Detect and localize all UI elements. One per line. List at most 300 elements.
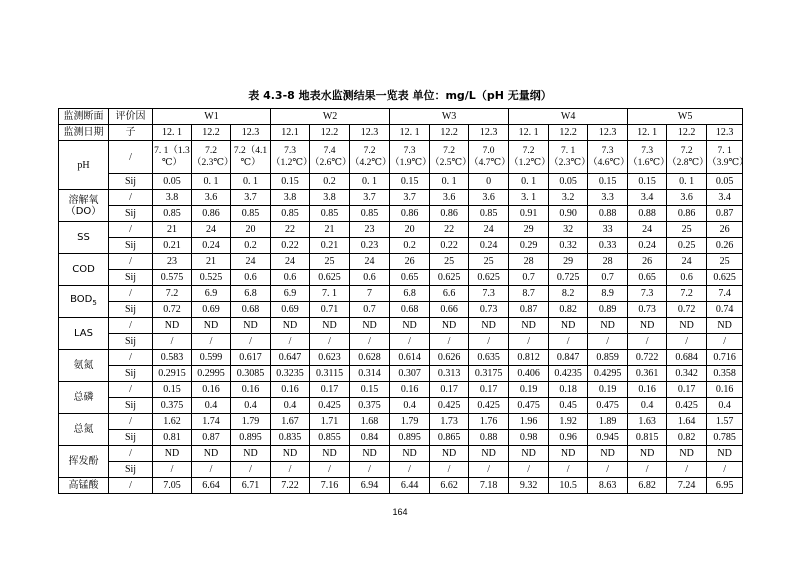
sij-cell: 0.84 bbox=[350, 430, 390, 446]
sij-cell: 0.86 bbox=[667, 206, 707, 222]
value-cell: 6.8 bbox=[231, 286, 271, 302]
value-cell: 6.64 bbox=[192, 478, 231, 494]
value-cell: 0.16 bbox=[390, 382, 430, 398]
sij-cell: 0.425 bbox=[430, 398, 469, 414]
value-cell: ND bbox=[667, 446, 707, 462]
sij-cell: 0.307 bbox=[390, 366, 430, 382]
sij-cell: 0.72 bbox=[153, 302, 192, 318]
value-cell: 26 bbox=[390, 254, 430, 270]
ph-temperature: （2.8℃） bbox=[667, 158, 709, 168]
value-cell: 0.716 bbox=[707, 350, 743, 366]
ph-value: 7.3 bbox=[601, 146, 614, 156]
date-cell: 12.2 bbox=[192, 125, 231, 141]
value-cell: 20 bbox=[390, 222, 430, 238]
ph-temperature: （4.2℃） bbox=[350, 158, 392, 168]
sij-cell: 0.6 bbox=[231, 270, 271, 286]
value-cell: 10.5 bbox=[549, 478, 588, 494]
value-cell: 3.7 bbox=[390, 190, 430, 206]
value-cell: ND bbox=[310, 446, 350, 462]
value-cell: ND bbox=[667, 318, 707, 334]
value-cell: 7.3 bbox=[628, 286, 667, 302]
value-cell: 0.16 bbox=[628, 382, 667, 398]
sij-row-ph bbox=[59, 174, 743, 190]
sij-cell: 0.342 bbox=[667, 366, 707, 382]
ph-temperature: ℃） bbox=[240, 158, 261, 168]
ph-value-cell bbox=[588, 141, 628, 174]
value-cell: 8.2 bbox=[549, 286, 588, 302]
sij-cell: 0.475 bbox=[509, 398, 549, 414]
sij-cell: 0.24 bbox=[192, 238, 231, 254]
sij-cell: 0.625 bbox=[707, 270, 743, 286]
sij-cell: 0. 1 bbox=[509, 174, 549, 190]
value-cell: 0.859 bbox=[588, 350, 628, 366]
value-cell: 20 bbox=[231, 222, 271, 238]
value-cell: 0.17 bbox=[430, 382, 469, 398]
sij-label: Sij bbox=[109, 334, 153, 350]
sij-cell: 0.65 bbox=[628, 270, 667, 286]
value-cell: 24 bbox=[667, 254, 707, 270]
sij-row bbox=[59, 206, 743, 222]
value-cell: 0.614 bbox=[390, 350, 430, 366]
date-cell: 12.2 bbox=[430, 125, 469, 141]
sij-cell: / bbox=[628, 462, 667, 478]
sij-cell: 0.86 bbox=[430, 206, 469, 222]
data-row bbox=[59, 414, 743, 430]
data-row bbox=[59, 254, 743, 270]
value-cell: 6.94 bbox=[350, 478, 390, 494]
sij-cell: 0.71 bbox=[310, 302, 350, 318]
sij-row bbox=[59, 430, 743, 446]
date-cell: 12.2 bbox=[667, 125, 707, 141]
sij-cell: 0.425 bbox=[469, 398, 509, 414]
sij-label: Sij bbox=[109, 206, 153, 222]
value-cell: 6.62 bbox=[430, 478, 469, 494]
value-cell: 7.2 bbox=[667, 286, 707, 302]
sij-cell: 0.72 bbox=[667, 302, 707, 318]
sij-row bbox=[59, 462, 743, 478]
ph-value-cell bbox=[310, 141, 350, 174]
value-cell: 3.2 bbox=[549, 190, 588, 206]
site-header: W1 bbox=[153, 109, 271, 125]
value-cell: 3.8 bbox=[153, 190, 192, 206]
ph-value: 7.4 bbox=[323, 146, 336, 156]
ph-value: 7.2（4.1 bbox=[233, 146, 268, 156]
eval-label-top: 评价因 bbox=[109, 109, 153, 125]
sij-cell: / bbox=[192, 462, 231, 478]
value-cell: 7.2 bbox=[153, 286, 192, 302]
sij-cell: 0.785 bbox=[707, 430, 743, 446]
sij-cell: / bbox=[549, 462, 588, 478]
value-cell: 0.599 bbox=[192, 350, 231, 366]
value-cell: 1.63 bbox=[628, 414, 667, 430]
sij-cell: / bbox=[430, 334, 469, 350]
sij-cell: 0.69 bbox=[192, 302, 231, 318]
value-cell: 24 bbox=[231, 254, 271, 270]
sij-cell: 0.3175 bbox=[469, 366, 509, 382]
value-cell: 3.6 bbox=[430, 190, 469, 206]
value-cell: 0.812 bbox=[509, 350, 549, 366]
value-cell: 6.6 bbox=[430, 286, 469, 302]
header-row-sites bbox=[59, 109, 743, 125]
value-cell: 24 bbox=[350, 254, 390, 270]
sij-cell: 0.66 bbox=[430, 302, 469, 318]
sij-cell: 0.85 bbox=[469, 206, 509, 222]
date-cell: 12.3 bbox=[231, 125, 271, 141]
sij-cell: 0.406 bbox=[509, 366, 549, 382]
ph-value-cell bbox=[469, 141, 509, 174]
value-cell: 7.3 bbox=[469, 286, 509, 302]
date-cell: 12. 1 bbox=[153, 125, 192, 141]
sij-cell: 0.22 bbox=[430, 238, 469, 254]
value-cell: 23 bbox=[153, 254, 192, 270]
value-cell: 1.79 bbox=[231, 414, 271, 430]
parameter-name-line1: 溶解氧 bbox=[68, 194, 99, 206]
value-cell: 0.16 bbox=[231, 382, 271, 398]
sij-cell: 0.85 bbox=[153, 206, 192, 222]
sij-cell: / bbox=[153, 334, 192, 350]
value-cell: 3.6 bbox=[469, 190, 509, 206]
value-cell: 22 bbox=[271, 222, 310, 238]
value-cell: 8.63 bbox=[588, 478, 628, 494]
value-cell: 3.3 bbox=[588, 190, 628, 206]
value-cell: ND bbox=[430, 446, 469, 462]
value-cell: 6.71 bbox=[231, 478, 271, 494]
value-cell: ND bbox=[469, 446, 509, 462]
value-cell: 26 bbox=[707, 222, 743, 238]
value-cell: 25 bbox=[310, 254, 350, 270]
sij-cell: 0.90 bbox=[549, 206, 588, 222]
date-cell: 12.3 bbox=[707, 125, 743, 141]
sij-cell: 0.2 bbox=[390, 238, 430, 254]
sij-label: Sij bbox=[109, 302, 153, 318]
sij-cell: 0.4 bbox=[271, 398, 310, 414]
sij-cell: 0.4 bbox=[707, 398, 743, 414]
ph-value: 7.0 bbox=[482, 146, 495, 156]
value-cell: 7.4 bbox=[707, 286, 743, 302]
value-cell: 3.4 bbox=[628, 190, 667, 206]
value-cell: 0.17 bbox=[667, 382, 707, 398]
sij-cell: 0.895 bbox=[231, 430, 271, 446]
value-cell: 1.73 bbox=[430, 414, 469, 430]
value-cell: 3. 1 bbox=[509, 190, 549, 206]
sij-cell: 0.05 bbox=[153, 174, 192, 190]
sij-cell: / bbox=[153, 462, 192, 478]
sij-cell: 0.725 bbox=[549, 270, 588, 286]
data-row bbox=[59, 190, 743, 206]
value-cell: ND bbox=[588, 446, 628, 462]
sij-cell: 0.2915 bbox=[153, 366, 192, 382]
site-header: W2 bbox=[271, 109, 390, 125]
sij-cell: 0.314 bbox=[350, 366, 390, 382]
value-cell: ND bbox=[153, 318, 192, 334]
data-row bbox=[59, 350, 743, 366]
eval-label-bottom: 子 bbox=[109, 125, 153, 141]
sij-cell: 0.7 bbox=[350, 302, 390, 318]
value-cell: ND bbox=[549, 446, 588, 462]
value-cell: ND bbox=[469, 318, 509, 334]
sij-cell: 0.82 bbox=[549, 302, 588, 318]
value-cell: 24 bbox=[192, 222, 231, 238]
sij-cell: / bbox=[390, 462, 430, 478]
ph-value: 7. 1 bbox=[717, 146, 732, 156]
sij-cell: 0.89 bbox=[588, 302, 628, 318]
ph-temperature: （4.7℃） bbox=[469, 158, 511, 168]
sij-cell: / bbox=[231, 462, 271, 478]
monitoring-results-table bbox=[58, 108, 749, 494]
value-cell: 25 bbox=[469, 254, 509, 270]
sij-cell: 0.625 bbox=[310, 270, 350, 286]
ph-value-cell bbox=[667, 141, 707, 174]
ph-temperature: （1.2℃） bbox=[271, 158, 313, 168]
sij-cell: 0. 1 bbox=[231, 174, 271, 190]
ph-temperature: （2.6℃） bbox=[310, 158, 352, 168]
ph-temperature: ℃） bbox=[161, 158, 183, 168]
sij-cell: / bbox=[310, 334, 350, 350]
sij-cell: 0.4 bbox=[231, 398, 271, 414]
parameter-name: 总氮 bbox=[59, 414, 109, 446]
value-cell: 0.684 bbox=[667, 350, 707, 366]
value-cell: 6.8 bbox=[390, 286, 430, 302]
sij-cell: 0.21 bbox=[153, 238, 192, 254]
value-cell: 1.67 bbox=[271, 414, 310, 430]
parameter-name: 挥发酚 bbox=[59, 446, 109, 478]
value-cell: 26 bbox=[628, 254, 667, 270]
sij-cell: / bbox=[628, 334, 667, 350]
sij-cell: 0. 1 bbox=[667, 174, 707, 190]
value-cell: 0.583 bbox=[153, 350, 192, 366]
sij-cell: 0.91 bbox=[509, 206, 549, 222]
sij-row bbox=[59, 366, 743, 382]
value-cell: 28 bbox=[588, 254, 628, 270]
value-cell: 7. 1 bbox=[310, 286, 350, 302]
ph-temperature: （2.5℃） bbox=[430, 158, 472, 168]
sij-cell: 0.7 bbox=[588, 270, 628, 286]
value-cell: 3.6 bbox=[192, 190, 231, 206]
date-label: 监测日期 bbox=[59, 125, 109, 141]
value-cell: ND bbox=[707, 446, 743, 462]
parameter-name-line2: （DO） bbox=[65, 205, 102, 217]
sij-cell: 0.2 bbox=[310, 174, 350, 190]
sij-row bbox=[59, 334, 743, 350]
value-cell: ND bbox=[310, 318, 350, 334]
value-cell: 0.17 bbox=[469, 382, 509, 398]
value-cell: 0.18 bbox=[549, 382, 588, 398]
value-cell: 24 bbox=[271, 254, 310, 270]
sij-cell: 0.6 bbox=[667, 270, 707, 286]
section-label: 监测断面 bbox=[59, 109, 109, 125]
ph-value: 7.2 bbox=[443, 146, 455, 156]
marker-cell: / bbox=[109, 141, 153, 174]
value-cell: 3.4 bbox=[707, 190, 743, 206]
sij-cell: 0.86 bbox=[390, 206, 430, 222]
sij-cell: 0.6 bbox=[350, 270, 390, 286]
sij-cell: 0.625 bbox=[469, 270, 509, 286]
sij-cell: 0.85 bbox=[310, 206, 350, 222]
marker-cell: / bbox=[109, 446, 153, 462]
sij-label: Sij bbox=[109, 174, 153, 190]
value-cell: 1.71 bbox=[310, 414, 350, 430]
value-cell: ND bbox=[707, 318, 743, 334]
sij-cell: 0.87 bbox=[509, 302, 549, 318]
parameter-name bbox=[59, 286, 109, 318]
value-cell: 6.95 bbox=[707, 478, 743, 494]
ph-value-cell bbox=[707, 141, 749, 174]
date-cell: 12.2 bbox=[549, 125, 588, 141]
value-cell: 0.19 bbox=[588, 382, 628, 398]
ph-value-cell bbox=[430, 141, 472, 174]
sij-cell: 0.32 bbox=[549, 238, 588, 254]
parameter-name: SS bbox=[59, 222, 109, 254]
ph-value: 7. 1（1.3 bbox=[154, 146, 190, 156]
ph-value-cell bbox=[350, 141, 390, 174]
sij-cell: 0.15 bbox=[271, 174, 310, 190]
sij-cell: 0.88 bbox=[628, 206, 667, 222]
date-cell: 12. 1 bbox=[628, 125, 667, 141]
sij-cell: 0.74 bbox=[707, 302, 743, 318]
sij-cell: 0.85 bbox=[350, 206, 390, 222]
value-cell: ND bbox=[509, 446, 549, 462]
ph-value: 7.2 bbox=[363, 146, 376, 156]
sij-cell: 0.6 bbox=[271, 270, 310, 286]
data-row bbox=[59, 446, 743, 462]
sij-cell: / bbox=[707, 334, 743, 350]
sij-cell: 0.815 bbox=[628, 430, 667, 446]
value-cell: 29 bbox=[509, 222, 549, 238]
sij-cell: / bbox=[350, 462, 390, 478]
value-cell: ND bbox=[390, 446, 430, 462]
value-cell: ND bbox=[430, 318, 469, 334]
sij-cell: 0.575 bbox=[153, 270, 192, 286]
value-cell: 24 bbox=[469, 222, 509, 238]
value-cell: 28 bbox=[509, 254, 549, 270]
value-cell: ND bbox=[153, 446, 192, 462]
value-cell: 8.9 bbox=[588, 286, 628, 302]
sij-cell: 0.25 bbox=[667, 238, 707, 254]
ph-temperature: （3.9℃） bbox=[707, 158, 749, 168]
sij-cell: 0.05 bbox=[707, 174, 743, 190]
ph-value: 7.3 bbox=[641, 146, 654, 156]
value-cell: 0.628 bbox=[350, 350, 390, 366]
date-cell: 12.1 bbox=[271, 125, 310, 141]
sij-cell: 0.358 bbox=[707, 366, 743, 382]
sij-row bbox=[59, 398, 743, 414]
parameter-name-text: BOD bbox=[70, 294, 93, 305]
sij-cell: 0.85 bbox=[231, 206, 271, 222]
sij-cell: 0.4235 bbox=[549, 366, 588, 382]
parameter-name bbox=[59, 190, 109, 222]
ph-temperature: （2.3℃） bbox=[549, 158, 591, 168]
sij-cell: / bbox=[667, 334, 707, 350]
data-row-permanganate bbox=[59, 478, 743, 494]
value-cell: 1.62 bbox=[153, 414, 192, 430]
sij-cell: 0.15 bbox=[628, 174, 667, 190]
ph-value: 7.2 bbox=[205, 146, 217, 156]
sij-cell: 0.98 bbox=[509, 430, 549, 446]
site-header: W3 bbox=[390, 109, 509, 125]
sij-label: Sij bbox=[109, 270, 153, 286]
value-cell: ND bbox=[192, 446, 231, 462]
sij-cell: / bbox=[310, 462, 350, 478]
sij-cell: 0.96 bbox=[549, 430, 588, 446]
value-cell: ND bbox=[231, 446, 271, 462]
sij-cell: 0. 1 bbox=[430, 174, 469, 190]
ph-value: 7.2 bbox=[680, 146, 693, 156]
value-cell: ND bbox=[628, 446, 667, 462]
sij-row bbox=[59, 270, 743, 286]
value-cell: 0.626 bbox=[430, 350, 469, 366]
date-cell: 12. 1 bbox=[509, 125, 549, 141]
value-cell: 7.22 bbox=[271, 478, 310, 494]
ph-value: 7.2 bbox=[522, 146, 535, 156]
sij-cell: 0.23 bbox=[350, 238, 390, 254]
sij-cell: 0.68 bbox=[390, 302, 430, 318]
marker-cell: / bbox=[109, 222, 153, 238]
value-cell: 25 bbox=[667, 222, 707, 238]
sij-label: Sij bbox=[109, 430, 153, 446]
data-row bbox=[59, 318, 743, 334]
sij-cell: 0.05 bbox=[549, 174, 588, 190]
sij-cell: 0.24 bbox=[628, 238, 667, 254]
marker-cell: / bbox=[109, 382, 153, 398]
value-cell: 32 bbox=[549, 222, 588, 238]
ph-value-cell bbox=[549, 141, 591, 174]
sij-cell: 0.4 bbox=[192, 398, 231, 414]
value-cell: 0.19 bbox=[509, 382, 549, 398]
value-cell: ND bbox=[628, 318, 667, 334]
ph-value: 7.3 bbox=[403, 146, 416, 156]
sij-cell: 0.21 bbox=[310, 238, 350, 254]
sij-cell: / bbox=[390, 334, 430, 350]
value-cell: ND bbox=[350, 318, 390, 334]
sij-cell: 0.855 bbox=[310, 430, 350, 446]
value-cell: 0.847 bbox=[549, 350, 588, 366]
sij-cell: 0.525 bbox=[192, 270, 231, 286]
value-cell: 1.76 bbox=[469, 414, 509, 430]
value-cell: ND bbox=[271, 446, 310, 462]
value-cell: 1.92 bbox=[549, 414, 588, 430]
sij-cell: 0.15 bbox=[588, 174, 628, 190]
header-row-dates bbox=[59, 125, 743, 141]
ph-value: 7. 1 bbox=[560, 146, 576, 156]
sij-cell: 0.29 bbox=[509, 238, 549, 254]
sij-row bbox=[59, 238, 743, 254]
value-cell: 21 bbox=[310, 222, 350, 238]
sij-label: Sij bbox=[109, 366, 153, 382]
site-header: W4 bbox=[509, 109, 628, 125]
sij-cell: 0.2 bbox=[231, 238, 271, 254]
value-cell: 1.96 bbox=[509, 414, 549, 430]
ph-temperature: （1.6℃） bbox=[628, 158, 670, 168]
value-cell: 1.64 bbox=[667, 414, 707, 430]
sij-cell: / bbox=[549, 334, 588, 350]
sij-cell: 0.45 bbox=[549, 398, 588, 414]
sij-cell: 0. 1 bbox=[350, 174, 390, 190]
sij-cell: 0.4295 bbox=[588, 366, 628, 382]
sij-cell: 0.86 bbox=[192, 206, 231, 222]
ph-value-cell bbox=[390, 141, 430, 174]
sij-cell: 0 bbox=[469, 174, 509, 190]
sij-cell: 0.33 bbox=[588, 238, 628, 254]
value-cell: ND bbox=[509, 318, 549, 334]
value-cell: 25 bbox=[707, 254, 743, 270]
value-cell: 23 bbox=[350, 222, 390, 238]
page-number: 164 bbox=[392, 507, 408, 517]
sij-cell: 0.425 bbox=[310, 398, 350, 414]
sij-cell: 0.3085 bbox=[231, 366, 271, 382]
marker-cell: / bbox=[109, 350, 153, 366]
ph-value: 7.3 bbox=[284, 146, 296, 156]
value-cell: 33 bbox=[588, 222, 628, 238]
